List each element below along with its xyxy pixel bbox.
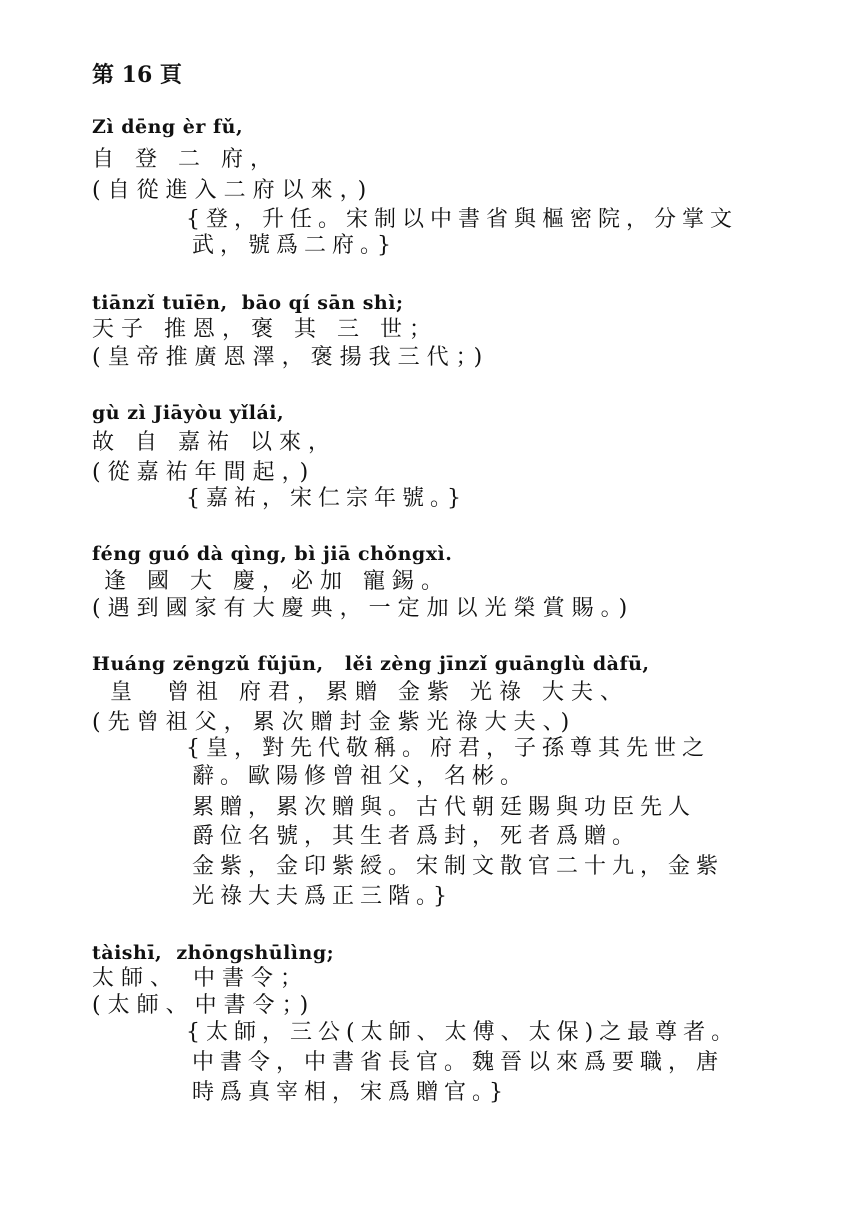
- translation-line: (先曾祖父，累次贈封金紫光祿大夫、): [92, 710, 577, 735]
- hanzi-line: 天子 推恩，褒 其 三 世；: [92, 317, 438, 342]
- hanzi-line: 自 登 二 府，: [92, 147, 279, 172]
- annotation-line: {太師，三公(太師、太傅、太保)之最尊者。: [186, 1020, 740, 1045]
- pinyin-line: féng guó dà qìng, bì jiā chǒngxì.: [92, 543, 453, 565]
- hanzi-line: 逢 國 大 慶，必加 寵錫。: [104, 569, 450, 594]
- annotation-line: 爵位名號，其生者爲封，死者爲贈。: [192, 824, 641, 849]
- pinyin-line: tàishī, zhōngshūlìng;: [92, 942, 335, 964]
- pinyin-line: Huáng zēngzǔ fǔjūn, lěi zèng jīnzǐ guānglù dàfū,: [92, 653, 650, 675]
- translation-line: (皇帝推廣恩澤，褒揚我三代；): [92, 345, 490, 370]
- translation-line: (從嘉祐年間起，): [92, 460, 316, 485]
- hanzi-line: 故 自 嘉祐 以來，: [92, 430, 337, 455]
- translation-line: (自從進入二府以來，): [92, 178, 374, 203]
- translation-line: (遇到國家有大慶典，一定加以光榮賞賜。): [92, 596, 635, 621]
- pinyin-line: tiānzǐ tuīēn, bāo qí sān shì;: [92, 292, 404, 314]
- translation-line: (太師、中書令；): [92, 993, 316, 1018]
- annotation-line: {嘉祐，宋仁宗年號。}: [186, 486, 467, 511]
- hanzi-line: 太師、 中書令；: [92, 966, 309, 991]
- hanzi-line: 皇 曾祖 府君，累贈 金紫 光祿 大夫、: [110, 680, 629, 705]
- annotation-line: 時爲真宰相，宋爲贈官。}: [192, 1080, 509, 1105]
- annotation-line: 中書令，中書省長官。魏晉以來爲要職，唐: [192, 1050, 725, 1075]
- annotation-line: 辭。歐陽修曾祖父，名彬。: [192, 764, 529, 789]
- annotation-line: 武，號爲二府。}: [192, 233, 397, 258]
- annotation-line: 光祿大夫爲正三階。}: [192, 884, 453, 909]
- page-header: 第 16 頁: [92, 62, 182, 88]
- pinyin-line: Zì dēng èr fǔ,: [92, 116, 244, 138]
- annotation-line: 累贈，累次贈與。古代朝廷賜與功臣先人: [192, 795, 697, 820]
- pinyin-line: gù zì Jiāyòu yǐlái,: [92, 402, 285, 424]
- annotation-line: {登，升任。宋制以中書省與樞密院，分掌文: [186, 207, 738, 232]
- annotation-line: 金紫，金印紫綬。宋制文散官二十九，金紫: [192, 854, 725, 879]
- annotation-line: {皇，對先代敬稱。府君，子孫尊其先世之: [186, 736, 710, 761]
